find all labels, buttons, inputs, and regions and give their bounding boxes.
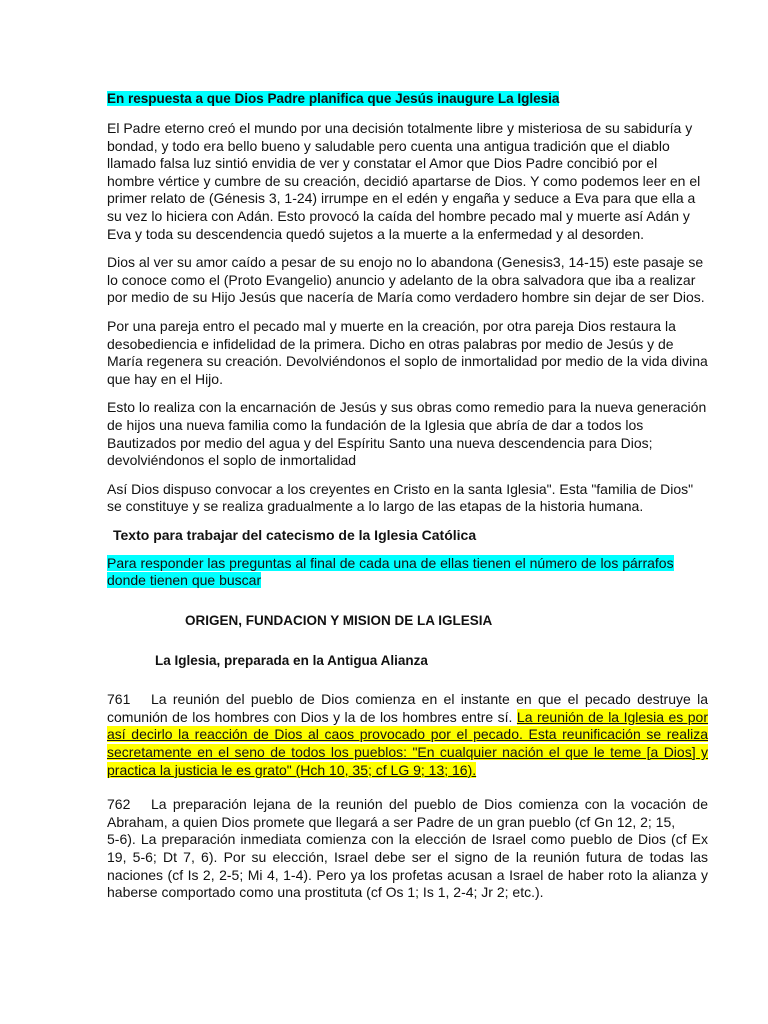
document-title: [107, 90, 708, 107]
paragraph-2: Dios al ver su amor caído a pesar de su enojo no lo abandona (Genesis3, 14-15) este pasaje se lo conoce como el (Proto Evangelio) anuncio y adelanto de la obra salvadora que iba a realizar por medio de su Hijo Jesús que nacería de María como verdadero hombre sin dejar de ser Dios.: [107, 254, 705, 306]
paragraph-761-highlight: La reunión de la Iglesia es por así decirlo la reacción de Dios al caos provocado por el pecado. Esta reunificación se realiza secretamente en el seno de todos los pueblos: "En cualquier nación el que le teme [a Dios] y practica la justicia le es grato" (Hch 10, 35; cf LG 9; 13; 16).: [107, 708, 709, 778]
paragraph-762-text-a: La preparación lejana de la reunión del pueblo de Dios comienza con la vocación de Abraham, a quien Dios promete que llegará a ser Padre de un gran pueblo (cf Gn 12, 2; 15,: [107, 796, 708, 830]
paragraph-number-762: 762: [107, 796, 131, 813]
paragraph-761-text: La reunión del pueblo de Dios comienza en el instante en que el pecado destruye la comunión de los hombres con Dios y la de los hombres entre sí.: [107, 691, 708, 725]
paragraph-3: Por una pareja entro el pecado mal y muerte en la creación, por otra pareja Dios restaura la desobediencia e infidelidad de la primera. Dicho en otras palabras por medio de Jesús y de María regenera su creación. Devolviéndonos el soplo de inmortalidad por medio de la vida divina que hay en el Hijo.: [107, 317, 708, 387]
paragraph-5: Así Dios dispuso convocar a los creyentes en Cristo en la santa Iglesia". Esta "familia de Dios" se constituye y se realiza gradualmente a lo largo de las etapas de la historia humana.: [107, 480, 694, 515]
paragraph-4: Esto lo realiza con la encarnación de Jesús y sus obras como remedio para la nueva generación de hijos una nueva familia como la fundación de la Iglesia que abría de dar a todos los Bautizados por medio del agua y del Espíritu Santo una nueva descendencia para Dios; devolviéndonos el soplo de inmortalidad: [107, 399, 707, 469]
paragraph-762-text-b: 5-6). La preparación inmediata comienza con la elección de Israel como pueblo de Dios (cf Ex 19, 5-6; Dt 7, 6). Por su elección, Israel debe ser el signo de la reunión futura de todas las naciones (cf Is 2, 2-5; Mi 4, 1-4). Pero ya los profetas acusan a Israel de haber roto la alianza y haberse comportado como una prostituta (cf Os 1; Is 1, 2-4; Jr 2; etc.).: [107, 831, 708, 901]
catechism-subtitle: Texto para trabajar del catecismo de la Iglesia Católica: [113, 526, 477, 543]
instruction-text: [107, 555, 708, 590]
instruction-highlight: Para responder las preguntas al final de cada una de ellas tienen el número de los párrafos donde tienen que buscar: [107, 554, 674, 589]
paragraph-number-761: 761: [107, 691, 131, 708]
section-heading: La Iglesia, preparada en la Antigua Alianza: [155, 652, 428, 668]
paragraph-1: El Padre eterno creó el mundo por una decisión totalmente libre y misteriosa de su sabiduría y bondad, y todo era bello bueno y saludable pero cuenta una antigua tradición que el diablo llamado falsa luz sintió envidia de ver y constatar el Amor que Dios Padre concibió por el hombre vértice y cumbre de su creación, decidió apartarse de Dios. Y como podemos leer en el primer relato de (Génesis 3, 1-24) irrumpe en el edén y engaña y seduce a Eva para que ella a su vez lo hiciera con Adán. Esto provocó la caída del hombre pecado mal y muerte así Adán y Eva y toda su descendencia quedó sujetos a la muerte a la enfermedad y al desorden.: [107, 120, 701, 242]
paragraph-761: [107, 691, 708, 779]
title-highlight: En respuesta a que Dios Padre planifica que Jesús inaugure La Iglesia: [107, 91, 560, 106]
main-heading: ORIGEN, FUNDACION Y MISION DE LA IGLESIA: [185, 613, 493, 629]
paragraph-762: [107, 796, 708, 902]
